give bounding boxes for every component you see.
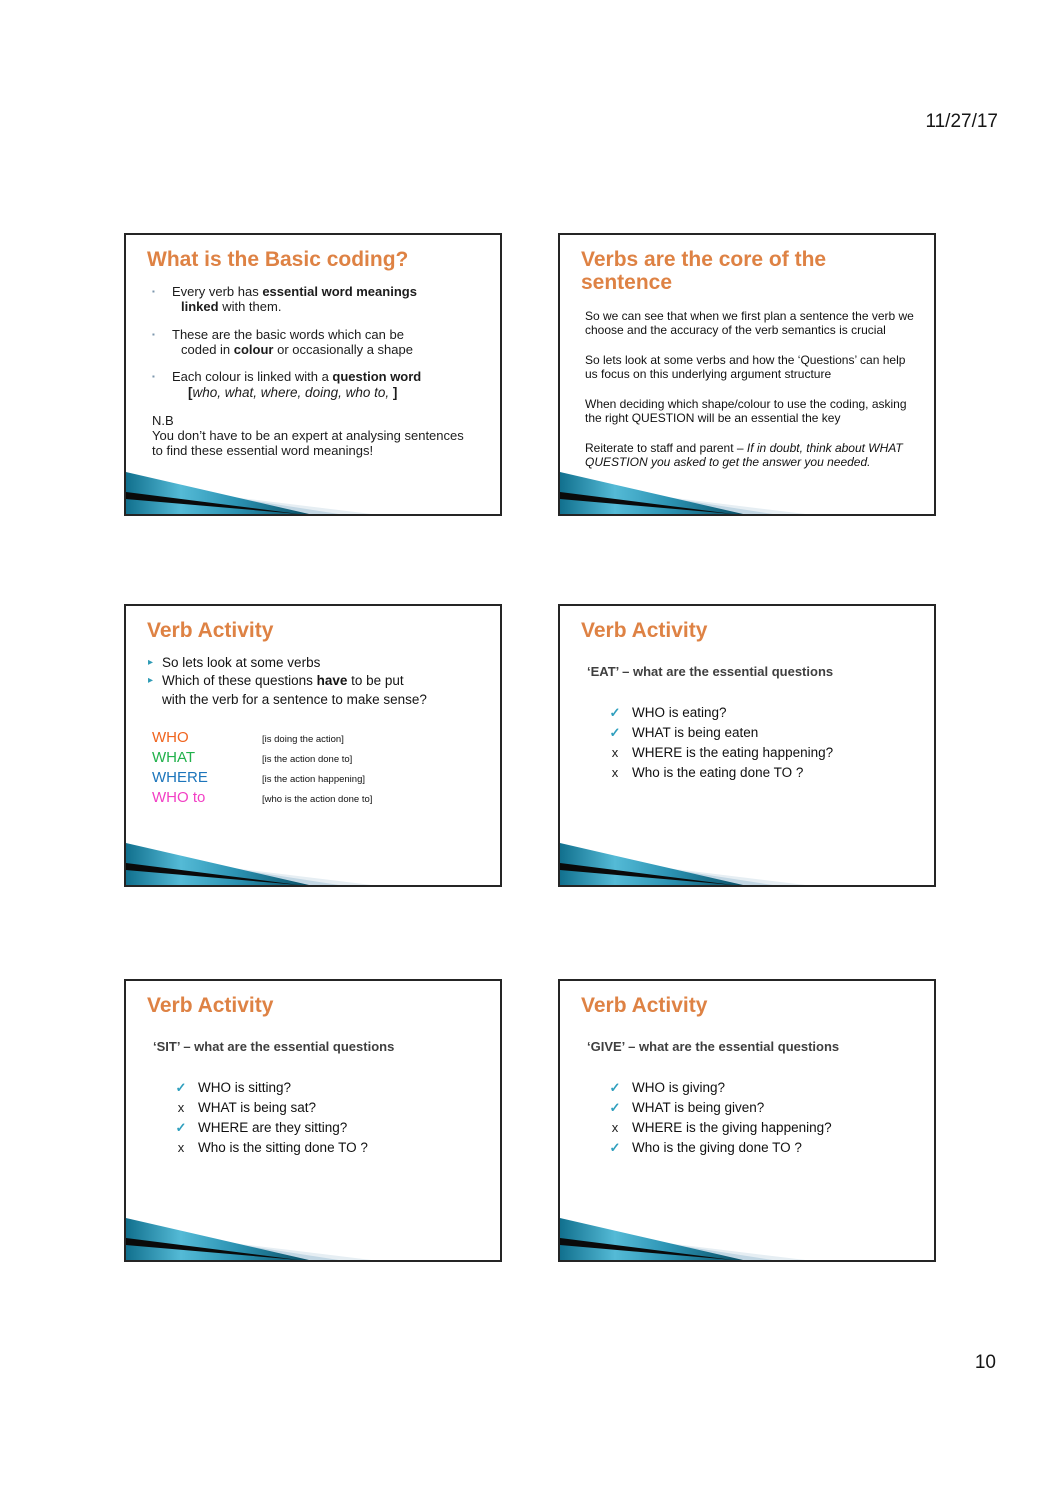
slide-subtitle: ‘SIT’ – what are the essential questions: [153, 1039, 395, 1055]
row-mark-icon: x: [611, 745, 619, 761]
row-mark-icon: ✓: [175, 1120, 187, 1136]
checklist-text: Who is the giving done TO ?: [632, 1140, 802, 1156]
question-word-description: [is the action done to]: [262, 753, 353, 765]
legend-row: [152, 789, 500, 809]
question-word-legend: [152, 729, 500, 809]
corner-decoration: [126, 470, 500, 514]
checklist-text: Who is the sitting done TO ?: [198, 1140, 368, 1156]
checklist: [598, 1078, 934, 1158]
legend-row: [152, 769, 500, 789]
note-block: [152, 413, 464, 459]
handout-date: 11/27/17: [925, 111, 998, 132]
slide-verb-activity-questions: [124, 604, 502, 887]
checklist-text: WHAT is being eaten: [632, 725, 759, 741]
slide-verb-activity-sit: [124, 979, 502, 1262]
checklist-row: [598, 1078, 934, 1098]
square-bullet-icon: ▪: [152, 372, 155, 382]
checklist-row: [598, 763, 934, 783]
paragraph: Reiterate to staff and parent – If in doubt, think about WHAT QUESTION you asked to get the answer you needed.: [585, 440, 903, 469]
checklist: [598, 703, 934, 783]
checklist-text: WHO is giving?: [632, 1080, 726, 1096]
bullet-text: These are the basic words which can be: [172, 326, 404, 342]
legend-row: [152, 729, 500, 749]
checklist-text: WHERE are they sitting?: [198, 1120, 348, 1136]
slide-subtitle: ‘GIVE’ – what are the essential questions: [587, 1039, 840, 1055]
square-bullet-icon: ▪: [152, 329, 155, 339]
bullet-item: [148, 672, 492, 708]
note-label: N.B: [152, 412, 174, 428]
row-mark-icon: ✓: [609, 725, 621, 741]
checklist-text: WHAT is being sat?: [198, 1100, 317, 1116]
corner-decoration: [560, 470, 934, 514]
row-mark-icon: ✓: [609, 1100, 621, 1116]
legend-row: [152, 749, 500, 769]
row-mark-icon: ✓: [609, 1080, 621, 1096]
paragraph: So we can see that when we first plan a sentence the verb we choose and the accuracy of the verb semantics is crucial: [585, 309, 914, 338]
checklist-text: WHO is eating?: [632, 705, 727, 721]
row-mark-icon: x: [611, 765, 619, 781]
page-number: 10: [974, 1352, 996, 1373]
checklist-row: [164, 1118, 500, 1138]
note-text: You don’t have to be an expert at analysing sentences to find these essential word meanings!: [152, 427, 464, 459]
paragraph: When deciding which shape/colour to use the coding, asking the right QUESTION will be an essential the key: [585, 396, 907, 425]
checklist-row: [598, 703, 934, 723]
slide-verb-activity-eat: [558, 604, 936, 887]
slide-title: Verb Activity: [581, 619, 708, 642]
question-word: WHO to: [152, 788, 206, 806]
row-mark-icon: ✓: [609, 1140, 621, 1156]
checklist-row: [598, 1138, 934, 1158]
slide-body: [152, 284, 482, 459]
bullet-text: [who, what, where, doing, who to, ]: [188, 384, 398, 400]
bullet-item: [148, 654, 492, 672]
row-mark-icon: ✓: [175, 1080, 187, 1096]
slide-title: Verb Activity: [147, 619, 274, 642]
question-word: WHAT: [152, 748, 196, 766]
slide-subtitle: ‘EAT’ – what are the essential questions: [587, 664, 834, 680]
slide-body: [148, 654, 492, 709]
checklist-row: [598, 723, 934, 743]
question-word: WHO: [152, 728, 189, 746]
bullet-text: Which of these questions have to be put: [162, 673, 404, 689]
slide-title: Verbs are the core of the sentence: [581, 248, 827, 295]
slide-verb-activity-give: [558, 979, 936, 1262]
checklist-row: [164, 1078, 500, 1098]
corner-decoration: [126, 1216, 500, 1260]
slide-what-is-basic-coding: [124, 233, 502, 516]
arrow-bullet-icon: ▸: [148, 657, 154, 669]
checklist-row: [598, 1118, 934, 1138]
bullet-text: So lets look at some verbs: [162, 655, 321, 671]
checklist-text: WHERE is the eating happening?: [632, 745, 834, 761]
checklist: [164, 1078, 500, 1158]
slide-title: Verb Activity: [147, 994, 274, 1017]
bullet-item: [152, 369, 482, 400]
bullet-text: Each colour is linked with a question word: [172, 369, 422, 385]
question-word-description: [who is the action done to]: [262, 793, 373, 805]
slide-title: What is the Basic coding?: [147, 248, 409, 271]
checklist-row: [164, 1098, 500, 1118]
corner-decoration: [560, 1216, 934, 1260]
slide-body: [585, 310, 919, 469]
question-word-description: [is the action happening]: [262, 773, 365, 785]
question-word: WHERE: [152, 768, 208, 786]
row-mark-icon: x: [611, 1120, 619, 1136]
corner-decoration: [560, 841, 934, 885]
checklist-row: [598, 1098, 934, 1118]
checklist-text: WHO is sitting?: [198, 1080, 292, 1096]
checklist-row: [598, 743, 934, 763]
checklist-row: [164, 1138, 500, 1158]
arrow-bullet-icon: ▸: [148, 675, 154, 687]
checklist-text: WHERE is the giving happening?: [632, 1120, 832, 1136]
bullet-item: [152, 284, 482, 315]
row-mark-icon: x: [177, 1100, 185, 1116]
corner-decoration: [126, 841, 500, 885]
slide-title: Verb Activity: [581, 994, 708, 1017]
square-bullet-icon: ▪: [152, 287, 155, 297]
bullet-item: [152, 327, 482, 358]
checklist-text: WHAT is being given?: [632, 1100, 765, 1116]
paragraph: So lets look at some verbs and how the ‘Questions’ can help us focus on this underlying argument structure: [585, 353, 906, 381]
bullet-text: linked with them.: [181, 299, 282, 315]
checklist-text: Who is the eating done TO ?: [632, 765, 804, 781]
row-mark-icon: ✓: [609, 705, 621, 721]
question-word-description: [is doing the action]: [262, 733, 344, 745]
row-mark-icon: x: [177, 1140, 185, 1156]
slide-verbs-core-of-sentence: [558, 233, 936, 516]
bullet-text: Every verb has essential word meanings: [172, 284, 417, 300]
bullet-text: with the verb for a sentence to make sense?: [162, 691, 427, 707]
bullet-text: coded in colour or occasionally a shape: [181, 342, 413, 358]
